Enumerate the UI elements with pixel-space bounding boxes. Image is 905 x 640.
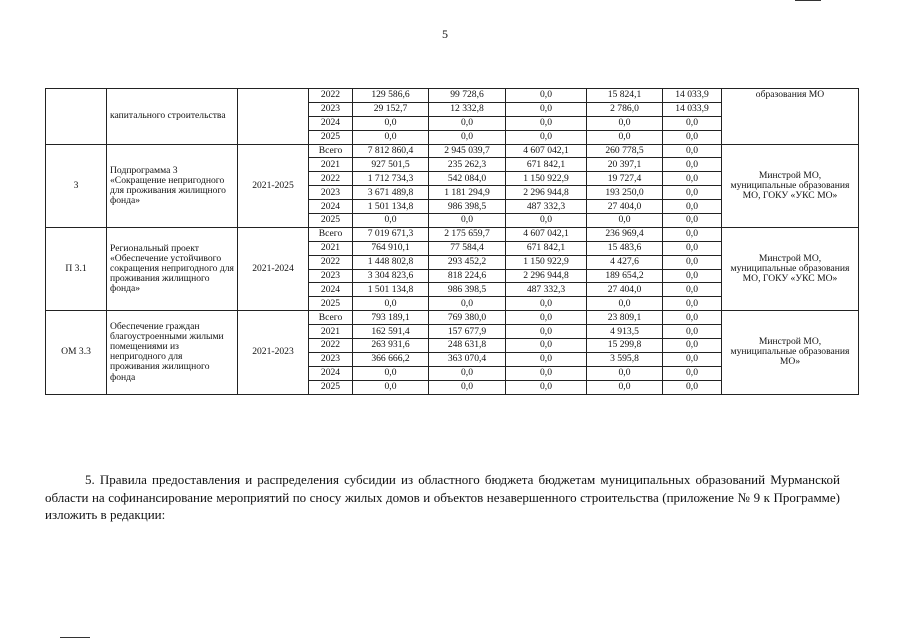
other-sources-cell: 0,0 xyxy=(663,255,722,269)
year-cell: 2025 xyxy=(309,380,353,394)
other-sources-cell: 0,0 xyxy=(663,311,722,325)
local-budget-cell: 0,0 xyxy=(587,380,663,394)
item-name: капитального строительства xyxy=(107,89,238,145)
item-period xyxy=(238,89,309,145)
federal-budget-cell: 0,0 xyxy=(506,214,587,228)
year-cell: 2023 xyxy=(309,102,353,116)
top-edge-rule xyxy=(795,0,821,1)
federal-budget-cell: 671 842,1 xyxy=(506,241,587,255)
regional-budget-cell: 12 332,8 xyxy=(429,102,506,116)
other-sources-cell: 0,0 xyxy=(663,366,722,380)
table-row xyxy=(46,89,859,103)
federal-budget-cell: 0,0 xyxy=(506,297,587,311)
other-sources-cell: 0,0 xyxy=(663,352,722,366)
item-name: Подпрограмма 3 «Сокращение непригодного для проживания жилищного фонда» xyxy=(107,144,238,227)
other-sources-cell: 14 033,9 xyxy=(663,102,722,116)
regional-budget-cell: 986 398,5 xyxy=(429,200,506,214)
item-name: Региональный проект «Обеспечение устойчивого сокращения непригодного для проживания жилищного фонда» xyxy=(107,227,238,310)
regional-budget-cell: 0,0 xyxy=(429,130,506,144)
other-sources-cell: 0,0 xyxy=(663,200,722,214)
federal-budget-cell: 0,0 xyxy=(506,311,587,325)
item-number: ОМ 3.3 xyxy=(46,311,107,394)
local-budget-cell: 15 483,6 xyxy=(587,241,663,255)
regional-budget-cell: 986 398,5 xyxy=(429,283,506,297)
total-cell: 0,0 xyxy=(353,380,429,394)
bottom-edge-mark xyxy=(60,637,90,638)
regional-budget-cell: 157 677,9 xyxy=(429,325,506,339)
year-cell: 2022 xyxy=(309,339,353,353)
year-cell: 2025 xyxy=(309,297,353,311)
item-number xyxy=(46,89,107,145)
federal-budget-cell: 0,0 xyxy=(506,102,587,116)
total-cell: 0,0 xyxy=(353,366,429,380)
table-row xyxy=(46,311,859,325)
budget-table-body xyxy=(46,89,859,395)
other-sources-cell: 0,0 xyxy=(663,144,722,158)
total-cell: 1 501 134,8 xyxy=(353,200,429,214)
total-cell: 1 448 802,8 xyxy=(353,255,429,269)
regional-budget-cell: 0,0 xyxy=(429,116,506,130)
other-sources-cell: 0,0 xyxy=(663,172,722,186)
total-cell: 793 189,1 xyxy=(353,311,429,325)
other-sources-cell: 0,0 xyxy=(663,269,722,283)
local-budget-cell: 15 824,1 xyxy=(587,89,663,103)
federal-budget-cell: 671 842,1 xyxy=(506,158,587,172)
federal-budget-cell: 0,0 xyxy=(506,89,587,103)
federal-budget-cell: 0,0 xyxy=(506,116,587,130)
regional-budget-cell: 2 175 659,7 xyxy=(429,227,506,241)
regional-budget-cell: 0,0 xyxy=(429,297,506,311)
other-sources-cell: 0,0 xyxy=(663,214,722,228)
regional-budget-cell: 2 945 039,7 xyxy=(429,144,506,158)
federal-budget-cell: 2 296 944,8 xyxy=(506,269,587,283)
item-executor: Минстрой МО, муниципальные образования МО, ГОКУ «УКС МО» xyxy=(722,144,859,227)
regional-budget-cell: 0,0 xyxy=(429,214,506,228)
year-cell: 2021 xyxy=(309,325,353,339)
federal-budget-cell: 0,0 xyxy=(506,325,587,339)
year-cell: Всего xyxy=(309,227,353,241)
federal-budget-cell: 0,0 xyxy=(506,130,587,144)
local-budget-cell: 0,0 xyxy=(587,366,663,380)
regional-budget-cell: 542 084,0 xyxy=(429,172,506,186)
regional-budget-cell: 0,0 xyxy=(429,380,506,394)
year-cell: 2022 xyxy=(309,89,353,103)
local-budget-cell: 19 727,4 xyxy=(587,172,663,186)
local-budget-cell: 27 404,0 xyxy=(587,200,663,214)
total-cell: 1 501 134,8 xyxy=(353,283,429,297)
other-sources-cell: 0,0 xyxy=(663,380,722,394)
other-sources-cell: 0,0 xyxy=(663,339,722,353)
local-budget-cell: 20 397,1 xyxy=(587,158,663,172)
body-paragraph xyxy=(45,471,840,524)
year-cell: 2021 xyxy=(309,158,353,172)
regional-budget-cell: 99 728,6 xyxy=(429,89,506,103)
federal-budget-cell: 0,0 xyxy=(506,339,587,353)
year-cell: 2023 xyxy=(309,269,353,283)
year-cell: 2025 xyxy=(309,130,353,144)
item-number: 3 xyxy=(46,144,107,227)
other-sources-cell: 0,0 xyxy=(663,325,722,339)
local-budget-cell: 0,0 xyxy=(587,116,663,130)
federal-budget-cell: 2 296 944,8 xyxy=(506,186,587,200)
total-cell: 927 501,5 xyxy=(353,158,429,172)
item-period: 2021-2024 xyxy=(238,227,309,310)
item-executor: образования МО xyxy=(722,89,859,145)
table-row xyxy=(46,144,859,158)
year-cell: 2022 xyxy=(309,172,353,186)
item-name: Обеспечение граждан благоустроенными жилыми помещениями из непригодного для проживания жилищного фонда xyxy=(107,311,238,394)
federal-budget-cell: 0,0 xyxy=(506,380,587,394)
regional-budget-cell: 363 070,4 xyxy=(429,352,506,366)
federal-budget-cell: 1 150 922,9 xyxy=(506,172,587,186)
item-number: П 3.1 xyxy=(46,227,107,310)
local-budget-cell: 236 969,4 xyxy=(587,227,663,241)
item-period: 2021-2023 xyxy=(238,311,309,394)
other-sources-cell: 0,0 xyxy=(663,158,722,172)
page-number: 5 xyxy=(442,27,448,41)
other-sources-cell: 0,0 xyxy=(663,130,722,144)
total-cell: 3 671 489,8 xyxy=(353,186,429,200)
budget-table xyxy=(45,88,859,395)
regional-budget-cell: 818 224,6 xyxy=(429,269,506,283)
local-budget-cell: 4 913,5 xyxy=(587,325,663,339)
other-sources-cell: 0,0 xyxy=(663,227,722,241)
paragraph-text: 5. Правила предоставления и распределения субсидии из областного бюджета бюджетам муниципальных образований Мурманской области на софинансирование мероприятий по сносу жилых домов и объектов незавершенного строительства (приложение № 9 к Программе) изложить в редакции: xyxy=(45,472,840,522)
other-sources-cell: 0,0 xyxy=(663,116,722,130)
item-executor: Минстрой МО, муниципальные образования МО» xyxy=(722,311,859,394)
federal-budget-cell: 0,0 xyxy=(506,352,587,366)
local-budget-cell: 27 404,0 xyxy=(587,283,663,297)
item-period: 2021-2025 xyxy=(238,144,309,227)
table-row xyxy=(46,227,859,241)
year-cell: Всего xyxy=(309,144,353,158)
local-budget-cell: 193 250,0 xyxy=(587,186,663,200)
local-budget-cell: 3 595,8 xyxy=(587,352,663,366)
total-cell: 0,0 xyxy=(353,130,429,144)
local-budget-cell: 189 654,2 xyxy=(587,269,663,283)
year-cell: 2023 xyxy=(309,352,353,366)
year-cell: 2024 xyxy=(309,366,353,380)
year-cell: 2025 xyxy=(309,214,353,228)
federal-budget-cell: 4 607 042,1 xyxy=(506,144,587,158)
local-budget-cell: 0,0 xyxy=(587,130,663,144)
year-cell: Всего xyxy=(309,311,353,325)
year-cell: 2023 xyxy=(309,186,353,200)
local-budget-cell: 23 809,1 xyxy=(587,311,663,325)
federal-budget-cell: 4 607 042,1 xyxy=(506,227,587,241)
federal-budget-cell: 487 332,3 xyxy=(506,200,587,214)
total-cell: 7 812 860,4 xyxy=(353,144,429,158)
federal-budget-cell: 487 332,3 xyxy=(506,283,587,297)
local-budget-cell: 0,0 xyxy=(587,297,663,311)
total-cell: 3 304 823,6 xyxy=(353,269,429,283)
regional-budget-cell: 0,0 xyxy=(429,366,506,380)
total-cell: 0,0 xyxy=(353,116,429,130)
regional-budget-cell: 248 631,8 xyxy=(429,339,506,353)
federal-budget-cell: 1 150 922,9 xyxy=(506,255,587,269)
total-cell: 0,0 xyxy=(353,214,429,228)
regional-budget-cell: 235 262,3 xyxy=(429,158,506,172)
regional-budget-cell: 293 452,2 xyxy=(429,255,506,269)
regional-budget-cell: 77 584,4 xyxy=(429,241,506,255)
federal-budget-cell: 0,0 xyxy=(506,366,587,380)
total-cell: 366 666,2 xyxy=(353,352,429,366)
year-cell: 2024 xyxy=(309,283,353,297)
total-cell: 263 931,6 xyxy=(353,339,429,353)
year-cell: 2021 xyxy=(309,241,353,255)
total-cell: 129 586,6 xyxy=(353,89,429,103)
year-cell: 2024 xyxy=(309,116,353,130)
other-sources-cell: 0,0 xyxy=(663,297,722,311)
total-cell: 29 152,7 xyxy=(353,102,429,116)
other-sources-cell: 0,0 xyxy=(663,283,722,297)
local-budget-cell: 15 299,8 xyxy=(587,339,663,353)
item-executor: Минстрой МО, муниципальные образования МО, ГОКУ «УКС МО» xyxy=(722,227,859,310)
local-budget-cell: 260 778,5 xyxy=(587,144,663,158)
local-budget-cell: 4 427,6 xyxy=(587,255,663,269)
regional-budget-cell: 1 181 294,9 xyxy=(429,186,506,200)
other-sources-cell: 0,0 xyxy=(663,186,722,200)
other-sources-cell: 14 033,9 xyxy=(663,89,722,103)
total-cell: 764 910,1 xyxy=(353,241,429,255)
year-cell: 2024 xyxy=(309,200,353,214)
local-budget-cell: 2 786,0 xyxy=(587,102,663,116)
year-cell: 2022 xyxy=(309,255,353,269)
regional-budget-cell: 769 380,0 xyxy=(429,311,506,325)
total-cell: 162 591,4 xyxy=(353,325,429,339)
total-cell: 1 712 734,3 xyxy=(353,172,429,186)
other-sources-cell: 0,0 xyxy=(663,241,722,255)
total-cell: 7 019 671,3 xyxy=(353,227,429,241)
local-budget-cell: 0,0 xyxy=(587,214,663,228)
total-cell: 0,0 xyxy=(353,297,429,311)
